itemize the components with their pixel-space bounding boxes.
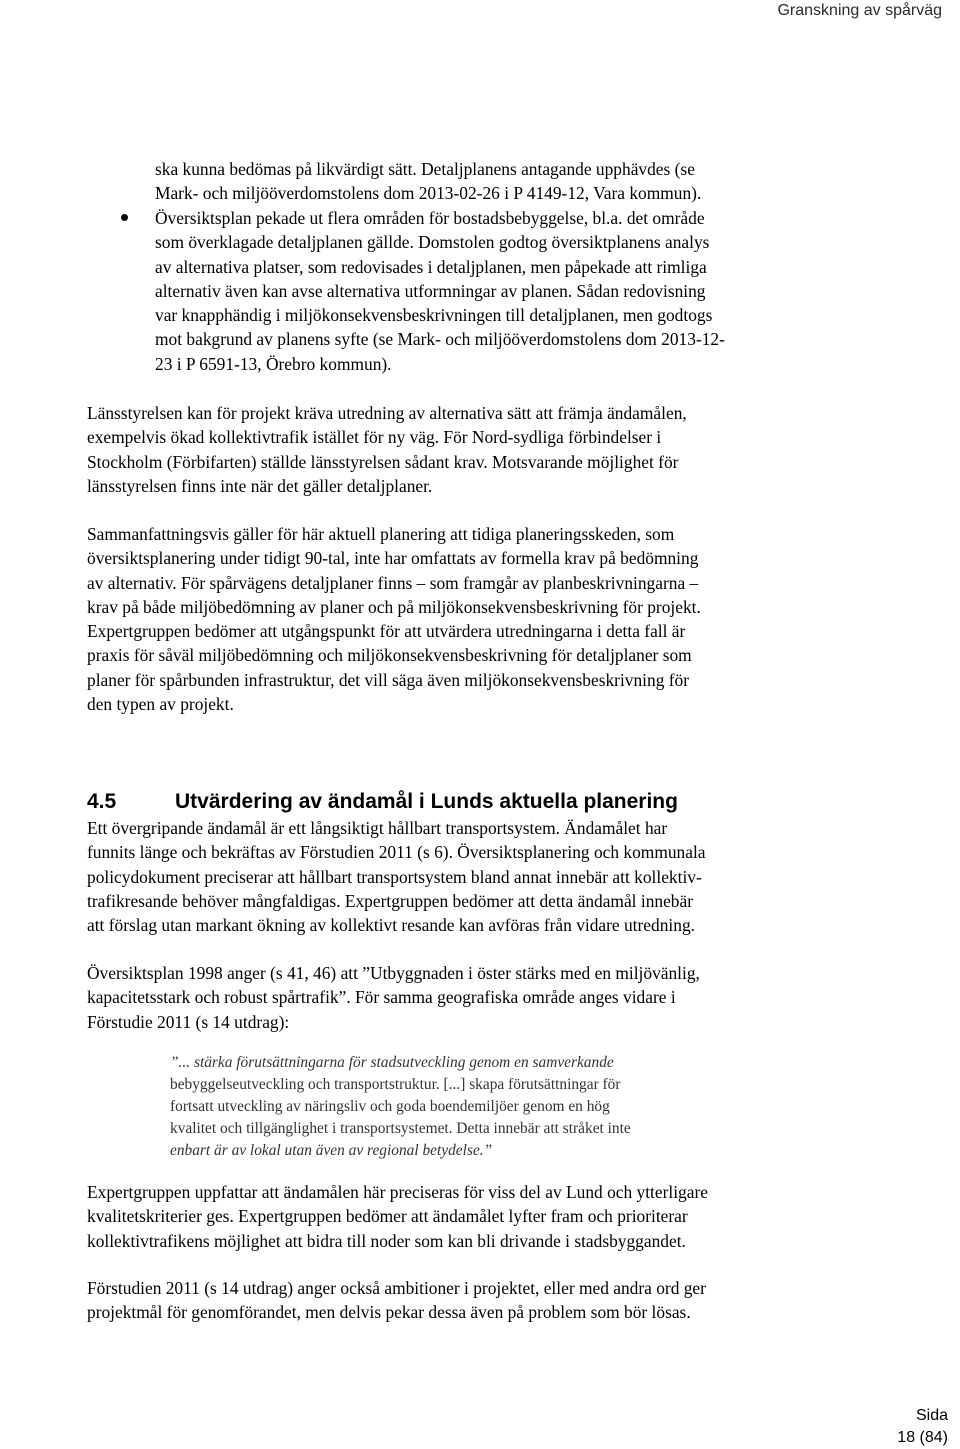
- text-line: Expertgruppen bedömer att utgångspunkt för att utvärdera utredningarna i detta fall är: [87, 621, 686, 642]
- text-line: länsstyrelsen finns inte när det gäller detaljplaner.: [87, 475, 433, 496]
- quote-line: enbart är av lokal utan även av regional betydelse.”: [170, 1142, 493, 1159]
- text-line: projektmål för genomförandet, men delvis pekar dessa även på problem som bör lösas.: [87, 1302, 691, 1323]
- text-line: Förstudie 2011 (s 14 utdrag):: [87, 1011, 290, 1032]
- text-line: alternativ även kan avse alternativa utformningar av planen. Sådan redovisning: [155, 280, 706, 301]
- quote-line: ”... stärka förutsättningarna för stadsutveckling genom en samverkande: [170, 1054, 614, 1071]
- text-line: kvalitetskriterier ges. Expertgruppen bedömer att ändamålet lyfter fram och prioriterar: [87, 1206, 688, 1227]
- text-line: Översiktsplan 1998 anger (s 41, 46) att ”Utbyggnaden i öster stärks med en miljövänlig,: [87, 963, 700, 983]
- text-line: 23 i P 6591-13, Örebro kommun).: [155, 353, 392, 374]
- text-line: krav på både miljöbedömning av planer och på miljökonsekvensbeskrivning för projekt.: [87, 596, 701, 617]
- text-line: Förstudien 2011 (s 14 utdrag) anger också ambitioner i projektet, eller med andra ord ger: [87, 1278, 706, 1298]
- section-heading: [87, 788, 887, 816]
- bullet-item: [155, 206, 875, 376]
- text-line: kollektivtrafikens möjlighet att bidra till noder som kan bli drivande i stadsbyggandet.: [87, 1230, 686, 1251]
- paragraph-oversiktsplan: [87, 961, 877, 1034]
- text-line: att förslag utan markant ökning av kollektivt resande kan avföras från vidare utredning.: [87, 915, 695, 936]
- page-footer: [897, 1405, 948, 1449]
- section-number: 4.5: [87, 790, 117, 813]
- bullet-continuation: [155, 157, 875, 206]
- paragraph-forstudien: [87, 1276, 877, 1325]
- text-line: kapacitetsstark och robust spårtrafik”. För samma geografiska område anges vidare i: [87, 987, 676, 1008]
- text-line: praxis för såväl miljöbedömning och miljökonsekvensbeskrivning för detaljplaner som: [87, 645, 692, 666]
- paragraph-andamal: [87, 816, 877, 937]
- quote-line: fortsatt utveckling av näringsliv och goda boendemiljöer genom en hög: [170, 1098, 610, 1115]
- text-line: Mark- och miljööverdomstolens dom 2013-02-26 i P 4149-12, Vara kommun).: [155, 183, 702, 204]
- paragraph-lansstyrelsen: [87, 401, 877, 498]
- text-line: Översiktsplan pekade ut flera områden för bostadsbebyggelse, bl.a. det område: [155, 208, 705, 228]
- text-line: exempelvis ökad kollektivtrafik istället för ny väg. För Nord-sydliga förbindelser i: [87, 427, 662, 448]
- paragraph-sammanfattning: [87, 522, 877, 716]
- text-line: var knapphändig i miljökonsekvensbeskrivningen till detaljplanen, men godtogs: [155, 305, 713, 326]
- section-title: Utvärdering av ändamål i Lunds aktuella planering: [175, 790, 678, 813]
- paragraph-expertgruppen: [87, 1180, 877, 1253]
- text-line: planer för spårbunden infrastruktur, det vill säga även miljökonsekvensbeskrivning för: [87, 669, 690, 690]
- text-line: som överklagade detaljplanen gällde. Domstolen godtog översiktplanens analys: [155, 232, 710, 253]
- text-line: Expertgruppen uppfattar att ändamålen här preciseras för viss del av Lund och ytterligare: [87, 1182, 708, 1202]
- page-number: 18 (84): [897, 1429, 948, 1446]
- text-line: av alternativ. För spårvägens detaljplaner finns – som framgår av planbeskrivningarna –: [87, 572, 699, 593]
- text-line: ska kunna bedömas på likvärdigt sätt. Detaljplanens antagande upphävdes (se: [155, 159, 695, 179]
- document-header-title: Granskning av spårväg: [777, 2, 942, 19]
- text-line: av alternativa platser, som redovisades i detaljplanen, men påpekade att rimliga: [155, 256, 707, 277]
- text-line: mot bakgrund av planens syfte (se Mark- och miljööverdomstolens dom 2013-12-: [155, 329, 725, 350]
- text-line: trafikresande behöver mångfaldigas. Expertgruppen bedömer att detta ändamål innebär: [87, 890, 694, 911]
- text-line: Stockholm (Förbifarten) ställde länsstyrelsen sådant krav. Motsvarande möjlighet för: [87, 451, 679, 472]
- quote-line: bebyggelseutveckling och transportstruktur. [...] skapa förutsättningar för: [170, 1076, 621, 1093]
- bullet-icon: [121, 214, 128, 221]
- text-line: Länsstyrelsen kan för projekt kräva utredning av alternativa sätt att främja ändamålen,: [87, 403, 687, 423]
- text-line: funnits länge och bekräftas av Förstudien 2011 (s 6). Översiktsplanering och kommunala: [87, 842, 706, 863]
- text-line: Ett övergripande ändamål är ett långsiktigt hållbart transportsystem. Ändamålet har: [87, 818, 668, 838]
- page-label: Sida: [915, 1407, 948, 1424]
- text-line: den typen av projekt.: [87, 694, 234, 715]
- text-line: policydokument preciserar att hållbart transportsystem bland annat innebär att kollektiv-: [87, 866, 702, 887]
- quote-line: kvalitet och tillgänglighet i transportsystemet. Detta innebär att stråket inte: [170, 1120, 631, 1137]
- block-quote: [170, 1052, 770, 1162]
- text-line: Sammanfattningsvis gäller för här aktuell planering att tidiga planeringsskeden, som: [87, 524, 675, 544]
- text-line: översiktsplanering under tidigt 90-tal, inte har omfattats av formella krav på bedömning: [87, 548, 699, 569]
